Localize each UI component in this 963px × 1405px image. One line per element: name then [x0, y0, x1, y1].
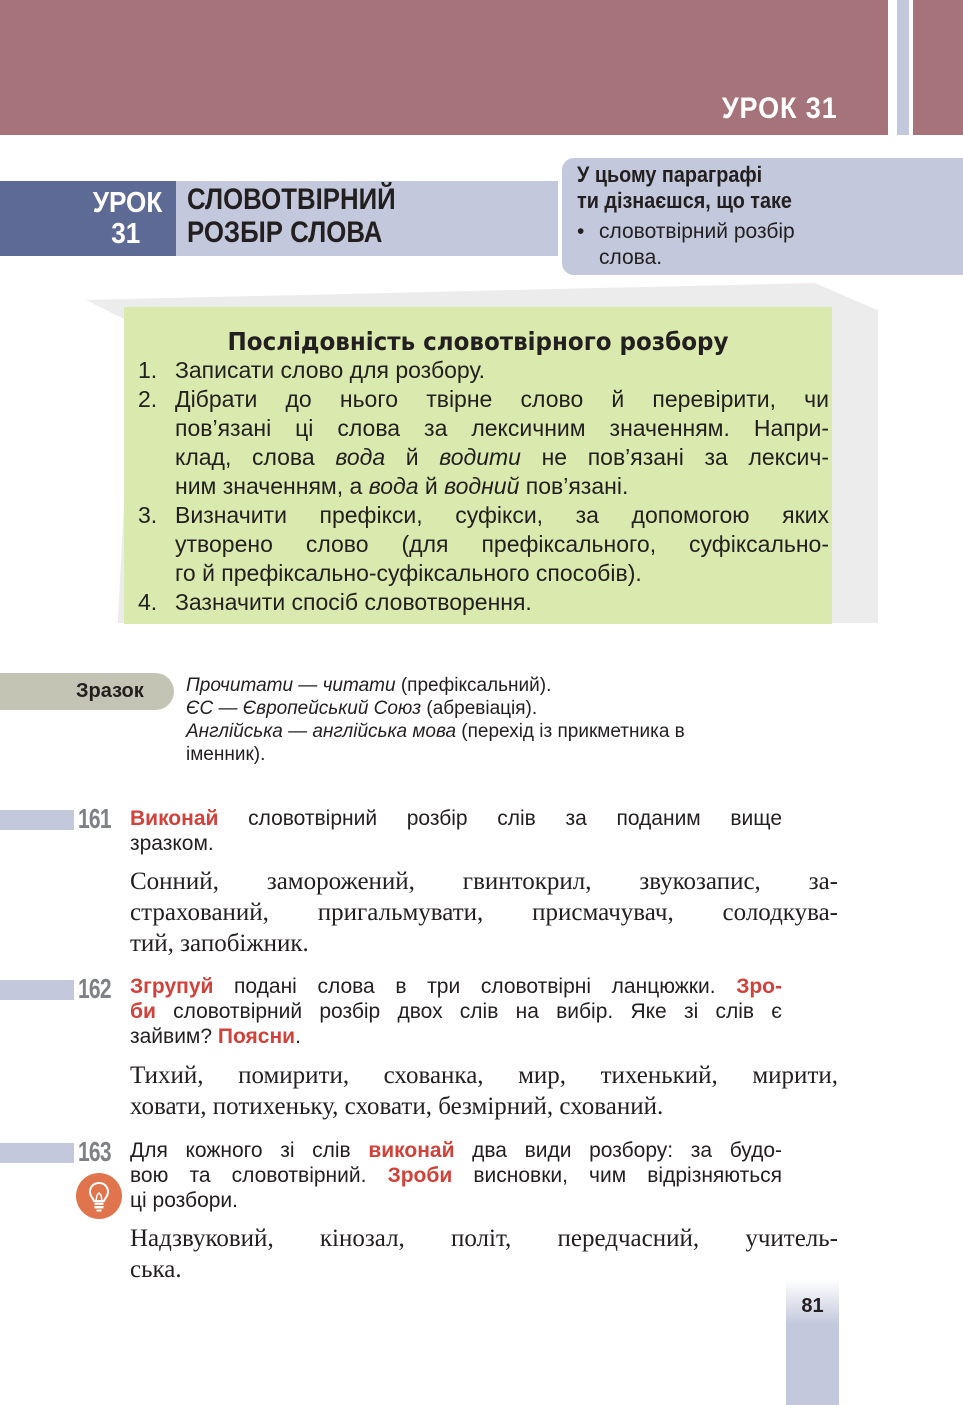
lesson-badge	[0, 181, 176, 256]
exercise-163-words: Надзвуковий, кінозал, політ, передчасний, учитель- ська.	[130, 1225, 838, 1283]
lightbulb-icon	[76, 1173, 122, 1219]
rule-item-line: утворено слово (для префіксального, суфіксально-	[175, 531, 829, 557]
task-verb: Згрупуй	[130, 975, 214, 998]
exercise-bar	[0, 810, 74, 830]
page-number: 81	[801, 1295, 824, 1317]
lesson-title-line1: СЛОВОТВІРНИЙ	[187, 183, 396, 216]
learn-heading-line1: У цьому параграфі	[577, 162, 763, 187]
header-edge	[913, 0, 963, 135]
learn-box	[562, 158, 963, 275]
exercise-162-words: Тихий, помирити, схованка, мир, тихенький, мирити, ховати, потихеньку, сховати, безмірний, схований.	[130, 1062, 838, 1120]
learn-heading-line2: ти дізнаєшся, що таке	[577, 188, 792, 213]
sample-line: ЄС — Європейський Союз (абревіація).	[186, 698, 538, 719]
exercise-bar	[0, 980, 74, 1000]
rule-item-line: клад, слова вода й водити не пов’язані за лексич-	[175, 444, 829, 470]
exercise-161-task: Виконай словотвірний розбір слів за поданим вище зразком.	[130, 807, 782, 855]
lesson-badge-word: УРОК	[92, 187, 162, 219]
task-verb: Виконай	[130, 807, 219, 830]
sample-line: Прочитати — читати (префіксальний).	[186, 675, 552, 696]
lesson-badge-number: 31	[110, 218, 140, 250]
rule-box	[124, 307, 832, 624]
exercise-number: 163	[78, 1136, 111, 1167]
sample-line: Англійська — англійська мова (перехід із прикметника в	[186, 721, 685, 742]
lesson-title	[176, 181, 558, 256]
task-verb: би	[130, 1000, 156, 1023]
learn-item-line2: слова.	[599, 246, 663, 269]
rule-item-number: 4.	[138, 589, 158, 615]
rule-item-line: го й префіксально-суфіксального способів).	[175, 560, 642, 586]
rule-item-line: Дібрати до нього твірне слово й перевірити, чи	[175, 386, 829, 412]
sample-text	[186, 674, 786, 766]
task-verb: Зроби	[387, 1164, 453, 1187]
lesson-title-line2: РОЗБІР СЛОВА	[187, 216, 383, 249]
rule-item-line: Зазначити спосіб словотворення.	[175, 589, 532, 615]
exercise-161-words: Сонний, заморожений, гвинтокрил, звукозапис, за- страхований, пригальмувати, присмачувач, солодкува- тий, запобіжник.	[130, 868, 838, 957]
header-stripe	[897, 0, 909, 135]
rule-item-line: ним значенням, а вода й водний пов’язані.	[175, 473, 629, 499]
exercise-162-task: Згрупуй подані слова в три словотвірні ланцюжки. Зро- би словотвірний розбір двох слів на вибір. Яке зі слів є зайвим? Поясни.	[130, 975, 782, 1048]
rule-title: Послідовність словотвірного розбору	[227, 327, 729, 356]
exercise-number: 161	[78, 803, 111, 834]
learn-item-line1: словотвірний розбір	[599, 220, 795, 243]
exercise-163-task: Для кожного зі слів виконай два види розбору: за будо- вою та словотвірний. Зроби висновки, чим відрізняються ці розбори.	[130, 1139, 783, 1212]
rule-item-number: 1.	[138, 357, 158, 383]
sample-label: Зразок	[76, 680, 144, 702]
task-verb: виконай	[368, 1139, 455, 1162]
rule-item-number: 3.	[138, 502, 158, 528]
exercise-bar	[0, 1143, 74, 1163]
rule-item-line: Визначити префікси, суфікси, за допомогою яких	[175, 502, 829, 528]
rule-item-line: Записати слово для розбору.	[175, 357, 486, 383]
bullet-icon: •	[577, 220, 585, 243]
task-verb: Зро-	[736, 975, 782, 998]
running-header-title: УРОК 31	[722, 92, 838, 125]
rule-item-line: пов’язані ці слова за лексичним значенням. Напри-	[175, 415, 829, 441]
exercise-number: 162	[78, 973, 111, 1004]
page-number-tab	[786, 1280, 839, 1405]
task-verb: Поясни	[217, 1025, 296, 1048]
rule-item-number: 2.	[138, 386, 158, 412]
sample-tab	[0, 673, 174, 710]
sample-line: іменник).	[186, 744, 266, 765]
